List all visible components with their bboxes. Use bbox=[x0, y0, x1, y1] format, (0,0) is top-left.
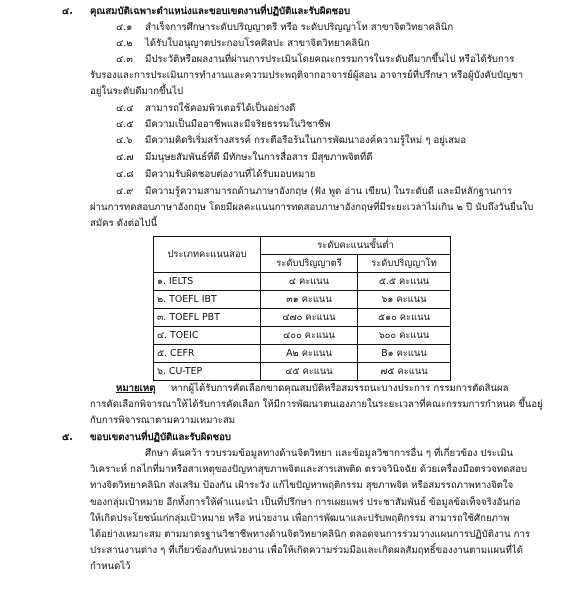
master-score-cell: B๑ คะแนน bbox=[358, 345, 451, 363]
section5-paragraph-line: ได้อย่างเหมาะสม ตามมาตรฐานวิชาชีพทางด้านจิตวิทยาคลินิก ตลอดจนการร่วมวางแผนการปฏิบัติงาน การ bbox=[90, 529, 531, 540]
bachelor-score-cell: ๓๑ คะแนน bbox=[261, 291, 358, 309]
section5-paragraph-line: ทางจิตวิทยาคลินิก ส่งเสริม ป้องกัน เฝ้าระวัง แก้ไขปัญหาพฤติกรรม สุขภาพจิต หรือสมรรถภาพทางจิตใจ bbox=[90, 480, 514, 491]
test-type-cell: ๔. TOEIC bbox=[154, 327, 261, 345]
item-4-2-number: ๔.๒ bbox=[116, 38, 133, 49]
table-row bbox=[154, 345, 451, 363]
bachelor-score-cell: ๔๐๐ คะแนน bbox=[261, 327, 358, 345]
item-4-6-text: มีความคิดริเริ่มสร้างสรรค์ กระตือรือร้นในการพัฒนาองค์ความรู้ใหม่ ๆ อยู่เสมอ bbox=[145, 135, 467, 146]
item-4-3-text: มีประวัติหรือผลงานที่ผ่านการประเมินโดยคณะกรรมการในระดับดีมากขึ้นไป หรือได้รับการ bbox=[145, 54, 515, 65]
section5-paragraph-line: ศึกษา ค้นคว้า รวบรวมข้อมูลทางด้านจิตวิทยา และข้อมูลวิชาการอื่น ๆ ที่เกี่ยวข้อง ประเมิน bbox=[145, 448, 514, 459]
table-row bbox=[154, 291, 451, 309]
item-4-1-text: สำเร็จการศึกษาระดับปริญญาตรี หรือ ระดับปริญญาโท สาขาจิตวิทยาคลินิก bbox=[145, 22, 454, 33]
table-row bbox=[154, 309, 451, 327]
test-type-cell: ๒. TOEFL IBT bbox=[154, 291, 261, 309]
table-row bbox=[154, 273, 451, 291]
table-header-test-type: ประเภทคะแนนสอบ bbox=[154, 237, 261, 273]
item-4-3-number: ๔.๓ bbox=[116, 54, 133, 65]
bachelor-score-cell: ๔ คะแนน bbox=[261, 273, 358, 291]
table-header-master: ระดับปริญญาโท bbox=[358, 255, 451, 273]
english-score-table bbox=[153, 236, 451, 381]
section5-paragraph-line: ของกลุ่มเป้าหมาย อีกทั้งการให้คำแนะนำ เป็นที่ปรึกษา การเผยแพร่ ประชาสัมพันธ์ ข้อมูลข้อเท็จจริงอันก่อ bbox=[90, 497, 521, 508]
item-4-2-text: ได้รับใบอนุญาตประกอบโรคศิลปะ สาขาจิตวิทยาคลินิก bbox=[145, 38, 370, 49]
item-4-4-text: สามารถใช้คอมพิวเตอร์ได้เป็นอย่างดี bbox=[145, 103, 296, 114]
test-type-cell: ๓. TOEFL PBT bbox=[154, 309, 261, 327]
note-text: หากผู้ได้รับการคัดเลือกขาดคุณสมบัติหรือสมรรถนะบางประการ กรรมการตัดสินผล bbox=[171, 383, 509, 394]
test-type-cell: ๕. CEFR bbox=[154, 345, 261, 363]
table-header-bachelor: ระดับปริญญาตรี bbox=[261, 255, 358, 273]
item-4-5-number: ๔.๕ bbox=[116, 119, 134, 130]
section5-paragraph-line: วิเคราะห์ กลไกที่มาหรือสาเหตุของปัญหาสุขภาพจิตและสารเสพติด ตรวจวินิจฉัย ด้วยเครื่องมือตรวจทดสอบ bbox=[90, 464, 528, 475]
bachelor-score-cell: ๔๕ คะแนน bbox=[261, 363, 358, 381]
item-4-8-number: ๔.๘ bbox=[116, 169, 134, 180]
test-type-cell: ๑. IELTS bbox=[154, 273, 261, 291]
item-4-3-continuation: รับรองและการประเมินการทำงานและความประพฤติจากอาจารย์ผู้สอน อาจารย์ที่ปรึกษา หรือผู้บังคับบัญชา bbox=[90, 70, 524, 81]
master-score-cell: ๕๑๐ คะแนน bbox=[358, 309, 451, 327]
bachelor-score-cell: A๒ คะแนน bbox=[261, 345, 358, 363]
item-4-7-number: ๔.๗ bbox=[116, 152, 134, 163]
section4-heading: คุณสมบัติเฉพาะตำแหน่งและขอบเขตงานที่ปฏิบัติและรับผิดชอบ bbox=[90, 6, 351, 17]
item-4-9-text: มีความรู้ความสามารถด้านภาษาอังกฤษ (ฟัง พูด อ่าน เขียน) ในระดับดี และมีหลักฐานการ bbox=[145, 186, 513, 197]
section5-paragraph-line: ให้เกิดประโยชน์แก่กลุ่มเป้าหมาย หรือ หน่วยงาน เพื่อการพัฒนาและปรับพฤติกรรม สามารถใช้ศักยภาพ bbox=[90, 513, 510, 524]
bachelor-score-cell: ๔๗๐ คะแนน bbox=[261, 309, 358, 327]
master-score-cell: ๖๐๐ คะแนน bbox=[358, 327, 451, 345]
test-type-cell: ๖. CU-TEP bbox=[154, 363, 261, 381]
master-score-cell: ๖๑ คะแนน bbox=[358, 291, 451, 309]
item-4-9-continuation: ผ่านการทดสอบภาษาอังกฤษ โดยมีผลคะแนนการทดสอบภาษาอังกฤษที่มีระยะเวลาไม่เกิน ๒ ปี นับถึงวันยื่นใบ bbox=[90, 202, 534, 213]
section5-number: ๕. bbox=[62, 432, 73, 443]
item-4-4-number: ๔.๔ bbox=[116, 103, 134, 114]
item-4-1-number: ๔.๑ bbox=[116, 22, 133, 33]
master-score-cell: ๕.๕ คะแนน bbox=[358, 273, 451, 291]
section5-paragraph-line: กำหนดไว้ bbox=[90, 561, 131, 572]
item-4-6-number: ๔.๖ bbox=[116, 135, 133, 146]
master-score-cell: ๗๕ คะแนน bbox=[358, 363, 451, 381]
item-4-8-text: มีความรับผิดชอบต่องานที่ได้รับมอบหมาย bbox=[145, 169, 316, 180]
item-4-9-continuation: สมัคร ดังต่อไปนี้ bbox=[90, 218, 158, 229]
section5-heading: ขอบเขตงานที่ปฏิบัติและรับผิดชอบ bbox=[90, 432, 231, 443]
section4-number: ๔. bbox=[62, 6, 73, 17]
note-continuation: การคัดเลือกพิจารณาให้ได้รับการคัดเลือก ให้มีการพัฒนาตนเองภายในระยะเวลาที่คณะกรรมการกำหนด ขึ้นอยู่ bbox=[90, 399, 543, 410]
section5-paragraph-line: ประสานงานต่าง ๆ ที่เกี่ยวข้องกับหน่วยงาน เพื่อให้เกิดความร่วมมือและเกิดผลสัมฤทธิ์ของงานตามแผนที่ได้ bbox=[90, 545, 523, 556]
note-label: หมายเหตุ bbox=[116, 383, 156, 394]
table-row bbox=[154, 327, 451, 345]
item-4-7-text: มีมนุษยสัมพันธ์ที่ดี มีทักษะในการสื่อสาร มีสุขภาพจิตที่ดี bbox=[145, 152, 373, 163]
note-continuation: กับการพิจารณาตามความเหมาะสม bbox=[90, 415, 236, 426]
table-row bbox=[154, 363, 451, 381]
item-4-9-number: ๔.๙ bbox=[116, 186, 134, 197]
item-4-3-continuation: อยู่ในระดับดีมากขึ้นไป bbox=[90, 86, 184, 97]
table-header-minimum-score: ระดับคะแนนขั้นต่ำ bbox=[261, 237, 451, 255]
item-4-5-text: มีความเป็นมืออาชีพและมีจริยธรรมในวิชาชีพ bbox=[145, 119, 331, 130]
